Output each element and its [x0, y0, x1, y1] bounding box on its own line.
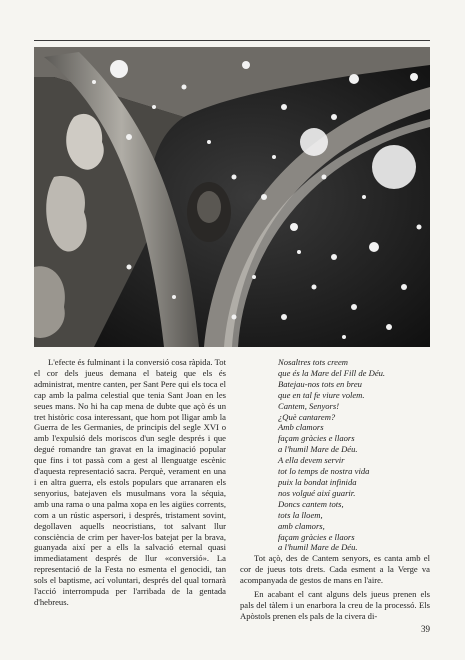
poem-line: nos volgué així guarir.	[278, 487, 356, 498]
body-paragraph: Tot açò, des de Cantem senyors, es canta amb el cor de jueus tots drets. Cada esment a la Verge va acompanyada de gestos de mans en l'aire.	[240, 553, 430, 586]
body-paragraph: En acabant el cant alguns dels jueus prenen els pals del tàlem i un enarbora la creu de la processó. Els Apòstols prenen els pals de la civera di-	[240, 589, 430, 621]
page-number: 39	[421, 624, 430, 634]
poem-line: façam gràcies e llaors	[278, 531, 355, 542]
poem-line: tot lo temps de nostra vida	[278, 466, 370, 477]
body-paragraph: L'efecte és fulminant i la conversió cosa ràpida. Tot el cor dels jueus demana el bateig que els és administrat, mentre canten, per Sant Pere qui els toca el cap amb la palma celestial que tenia Sant Joan en les seues mans. No hi ha cap mena de dubte que açò és un tret històric cosa interessant, que hom pot lligar amb la Guerra de les Germanies, de principis del segle XVI o amb l'expulsió dels moriscos d'un segle després i que degué romandre tan gravat en la imaginació popular que fins i tot passà com a gest al llenguatge escènic d'aquesta representació sacra. Perquè, verament en una i en altra guerra, els estols populars que arranaren els senyorius, batejaven els musulmans vora la séquia, amb una rama o una palma xopa en les aigües corrents, com a un rústic aspersori, i després, tristament sovint, degollaven aquells neocristians, tot salvant llur consciència de crim per haver-los batejat per la brava, guanyada així per a ells la salvació eternal quasi immediatament després de llur «conversió». La representació de la Festa no esmenta el genocidi, tan sols el baptisme, ací voluntari, després del qual tornarà l'acció interrompuda per l'arribada de la gentada d'hebreus.	[34, 357, 226, 607]
poem-verses	[278, 357, 430, 553]
poem-line: tots la lloem,	[278, 509, 323, 520]
poem-line: A ella devem servir	[278, 455, 345, 466]
top-rule	[34, 40, 430, 41]
vault-photograph	[34, 47, 430, 347]
poem-line: a l'humil Mare de Déu.	[278, 542, 358, 553]
photo-illustration	[34, 47, 430, 347]
right-text-column	[240, 357, 430, 622]
poem-line: que és la Mare del Fill de Déu.	[278, 367, 386, 378]
poem-line: Amb clamors	[278, 422, 324, 433]
poem-line: Doncs cantem tots,	[278, 498, 344, 509]
poem-line: façam gràcies e llaors	[278, 433, 355, 444]
left-text-column	[34, 357, 226, 608]
poem-line: ¿Què cantarem?	[278, 411, 336, 422]
poem-line: Nosaltres tots creem	[278, 357, 349, 367]
poem-line: a l'humil Mare de Déu.	[278, 444, 358, 455]
poem-line: Batejau-nos tots en breu	[278, 378, 362, 389]
poem-line: que en tal fe viure volem.	[278, 389, 365, 400]
poem-line: amb clamors,	[278, 520, 325, 531]
poem-line: puix la bondat infinida	[278, 476, 357, 487]
poem-line: Cantem, Senyors!	[278, 400, 340, 411]
